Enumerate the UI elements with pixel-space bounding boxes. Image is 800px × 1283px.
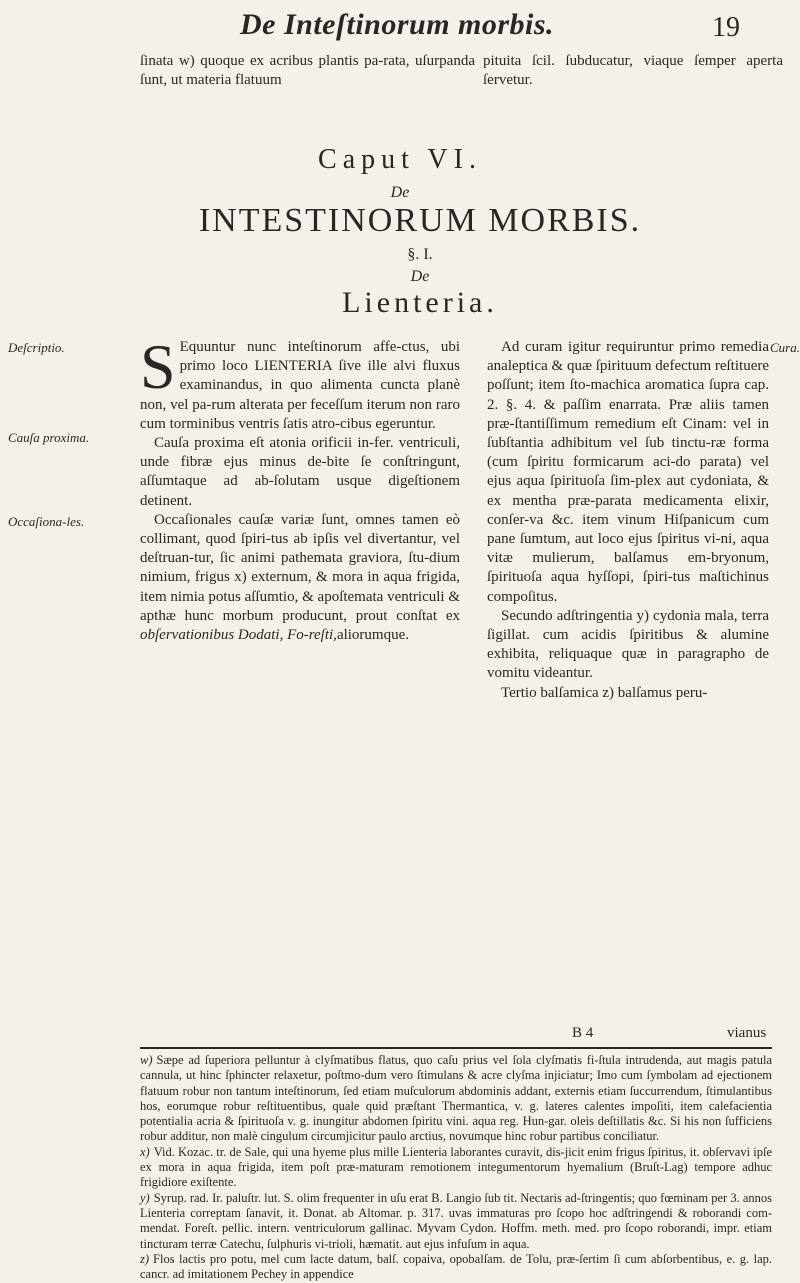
margin-note-descriptio: Deſcriptio.	[8, 340, 65, 355]
chapter-title: INTESTINORUM MORBIS.	[198, 202, 642, 239]
carry-over-left: ſinata w) quoque ex acribus plantis pa-rata, uſurpanda ſunt, ut materia flatuum	[140, 53, 475, 88]
signature-mark: B 4	[572, 1025, 594, 1041]
occasionales-end: aliorumque.	[336, 627, 410, 644]
footnote-text: Vid. Kozac. tr. de Sale, qui una hyeme plus mille Lienteria laborantes curavit, dis-jicit enim frigus ſpiritus, it. obſervavi ipſe ex mora in aqua frigida, item poſt præ-maturam remotionem integumentorum hyemalium (Bruſt-Lag) tempore adhuc frigidiore exiſtente.	[140, 1144, 772, 1190]
section-number: §. I.	[407, 246, 433, 263]
footnote-text: Syrup. rad. Ir. paluſtr. lut. S. olim frequenter in uſu erat B. Langio ſub tit. Nectaris ad-ſtringentis; quo fœminam per 3. annos Lienteria correptam ſanavit, it. Donat. ab Altomar. p. 317. uvas immaturas pro ſcopo hoc adſtringendi & roborandi com-mendat. Foreſt. pellic. intern. ventriculorum gallinac. Myvam Cydon. Hoffm. meth. med. pro ſcopo roborandi, impr. etiam tincturam terræ Catechu, ſulphuris vi-trioli, hæmatit. aut ejus infuſum in aqua.	[140, 1190, 772, 1251]
page-number: 19	[712, 12, 740, 43]
paragraph-cura-primo: Ad curam igitur requiruntur primo remedia analeptica & quæ ſpirituum defectum reſtituere poſſunt; item ſto-machica aromatica ſupra cap. 2. §. 4. & paſſim enarrata. Præ aliis tamen præ-ſtantiſſimum remedium eſt Cinam: vel in ſubſtantia adhibitum vel ſub tinctu-ræ forma (cum ſpiritu formicarum aci-do parata) vel ejus aqua ſpirituoſa ſim-plex aut cydoniata, & ex mentha præ-parata medicamenta elixir, conſer-va &c. item vinum Hiſpanicum cum pane ſumtum, aut loco ejus ſpiritus vi-ni, aqua vitæ mulierum, balſamus em-bryonum, ſpirituoſa aqua hyſſopi, ſpiri-tus maſtichinus compoſitus.	[487, 339, 769, 605]
paragraph-descriptio: Equuntur nunc inteſtinorum affe-ctus, ubi primo loco LIENTERIA ſive ille alvi fluxus examinandus, in quo alimenta cuncta planè non, vel pa-rum alterata per feceſſum iterum non raro cum torminibus ventris ſatis atro-cibus egeruntur.	[140, 339, 460, 432]
footnote-rule	[140, 1047, 772, 1049]
occasionales-citation: obſervationibus Dodati, Fo-reſti,	[140, 627, 337, 644]
drop-cap: S	[140, 331, 176, 402]
paragraph-causa-proxima: Cauſa proxima eſt atonia orificii in-fer. ventriculi, unde fibræ ejus minus de-bite ſe conſtringunt, aſſumtaque ad ab-ſolutam usque digeſtionem detinent.	[140, 435, 460, 509]
running-head	[0, 6, 800, 46]
section-title: Lienteria.	[342, 286, 498, 319]
text-column-right	[487, 338, 769, 703]
footnote-text: Flos lactis pro potu, mel cum lacte datum, balſ. copaiva, opobalſam. de Tolu, præ-ſertim ſi cum abſorbentibus, e. g. lap. cancr. ad imitationem Pechey in appendice	[140, 1251, 772, 1282]
footnote-z	[140, 1252, 772, 1283]
margin-note-cura: Cura.	[770, 340, 800, 355]
paragraph-cura-secundo: Secundo adſtringentia y) cydonia mala, terra ſigillat. cum acidis ſpiritibus & alumine exhibita, reliquaque quæ in paragrapho de vomitu videantur.	[487, 607, 769, 682]
footnote-mark: w)	[140, 1053, 153, 1067]
chapter-de: De	[390, 184, 410, 201]
carry-over-right: pituita ſcil. ſubducatur, viaque ſemper aperta ſervetur.	[483, 53, 783, 88]
footnote-mark: y)	[140, 1190, 150, 1205]
footnote-x	[140, 1145, 772, 1191]
margin-note-occasionales: Occaſiona-les.	[8, 514, 85, 529]
footnote-y	[140, 1191, 772, 1252]
text-column-left	[140, 331, 460, 645]
margin-note-causa-proxima: Cauſa proxima.	[8, 430, 90, 445]
footnote-mark: z)	[140, 1251, 150, 1266]
section-de: De	[410, 268, 430, 285]
running-title: De Inteſtinorum morbis.	[240, 8, 555, 41]
occasionales-text: Occaſionales cauſæ variæ ſunt, omnes tamen eò collimant, quod ſpiri-tus ab ipſis vel divertantur, vel deſtruan-tur, ſic animi pathemata graviora, ſtu-dium nimium, frigus x) externum, & mora in aqua frigida, item nimia potus aſſumtio, & apoſtemata ventriculi & apthæ hunc morbum producunt, prout conſtat ex	[140, 511, 460, 624]
chapter-heading: Caput VI.	[318, 144, 482, 175]
footnote-mark: x)	[140, 1144, 150, 1159]
catchword: vianus	[727, 1025, 767, 1041]
footnote-text: Sæpe ad ſuperiora pelluntur à clyſmatibus flatus, quo caſu prius vel ſola clyſmatis fi-ſtula intrudenda, aut magis patula cannula, ut hinc ſphincter relaxetur, poſtmo-dum vero ſtimulans & acre clyſma injiciatur; Imo cum ſymbolam ad ejectionem flatuum robur non tantum inteſtinorum, ſed etiam muſculorum abdominis addant, externis etiam ſuccurrendum, ſtimulantibus hos, eorumque robur reſtituentibus, quale quid præſtant Thermantica, v. g. lateres calentes impoſiti, item calefacientia potentialia acria & ſpirituoſa v. g. inungitur abdomen ſpiritu vini. aqua reg. Hun-gar. oleis deſtillatis &c. Si his non ſufficiens robur additur, non malè cingulum circumjicitur paulo arctius, novumque hinc robur partibus conciliatur.	[140, 1053, 772, 1144]
paragraph-cura-tertio: Tertio balſamica z) balſamus peru-	[501, 684, 708, 701]
footnotes	[140, 1053, 772, 1282]
footnote-w	[140, 1053, 772, 1145]
paragraph-occasionales	[140, 511, 460, 645]
